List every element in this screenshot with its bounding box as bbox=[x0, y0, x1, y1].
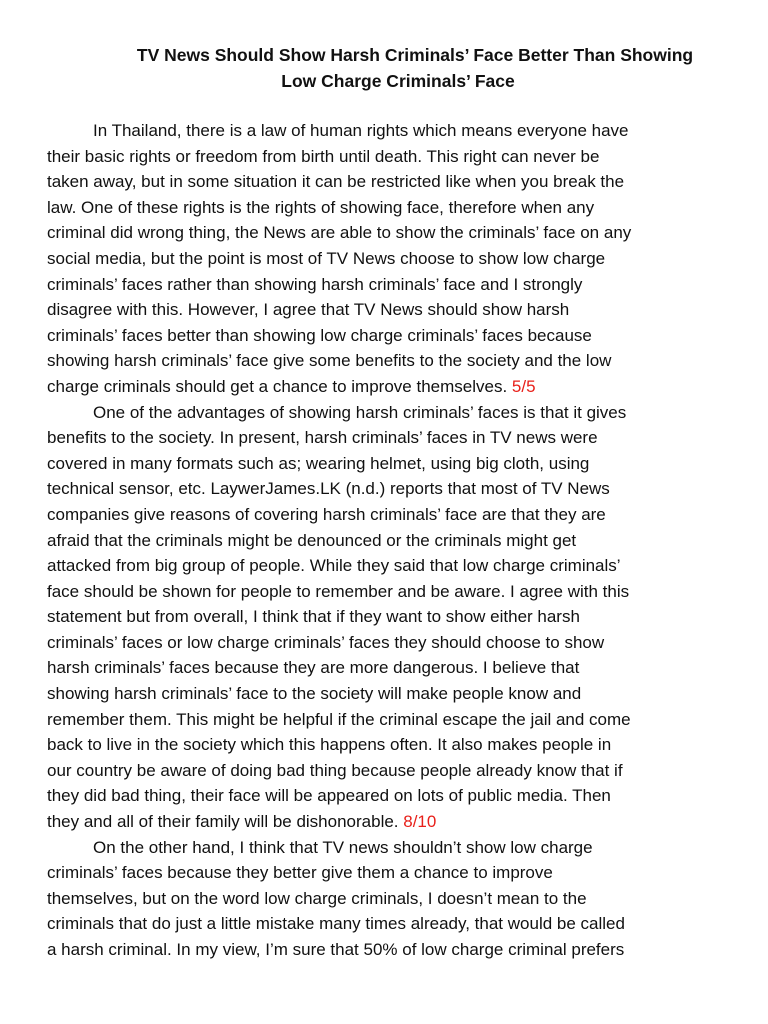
paragraph-line: criminals that do just a little mistake many times already, that would be called bbox=[47, 914, 625, 934]
paragraph-line: face should be shown for people to remember and be aware. I agree with this bbox=[47, 581, 630, 601]
paragraph-last-line-text: charge criminals should get a chance to improve themselves. bbox=[47, 376, 512, 396]
paragraph-line: social media, but the point is most of TV News choose to show low charge bbox=[47, 248, 606, 268]
paragraph-line: taken away, but in some situation it can be restricted like when you break the bbox=[47, 172, 625, 192]
paragraph-line: criminals’ faces because they better give them a chance to improve bbox=[47, 863, 553, 883]
paragraph-line: criminal did wrong thing, the News are able to show the criminals’ face on any bbox=[47, 223, 632, 243]
paragraph-1 bbox=[47, 118, 747, 400]
paragraph-line: themselves, but on the word low charge criminals, I doesn’t mean to the bbox=[47, 888, 587, 908]
paragraph-line: criminals’ faces rather than showing harsh criminals’ face and I strongly bbox=[47, 274, 583, 294]
grade-score: 8/10 bbox=[403, 812, 437, 832]
paragraph-line: their basic rights or freedom from birth until death. This right can never be bbox=[47, 146, 600, 166]
paragraph-line: covered in many formats such as; wearing helmet, using big cloth, using bbox=[47, 453, 590, 473]
title-line-2: Low Charge Criminals’ Face bbox=[281, 71, 515, 91]
paragraph-line: afraid that the criminals might be denounced or the criminals might get bbox=[47, 530, 577, 550]
paragraph-line: showing harsh criminals’ face give some benefits to the society and the low bbox=[47, 351, 612, 371]
paragraph-3 bbox=[47, 835, 747, 963]
paragraph-line: statement but from overall, I think that if they want to show either harsh bbox=[47, 607, 580, 627]
paragraph-line: remember them. This might be helpful if the criminal escape the jail and come bbox=[47, 709, 631, 729]
paragraph-line: a harsh criminal. In my view, I’m sure that 50% of low charge criminal prefers bbox=[47, 940, 625, 959]
paragraph-line: showing harsh criminals’ face to the society will make people know and bbox=[47, 684, 582, 704]
paragraph-line: In Thailand, there is a law of human rights which means everyone have bbox=[93, 121, 629, 140]
paragraph-line: back to live in the society which this happens often. It also makes people in bbox=[47, 735, 612, 755]
grade-score: 5/5 bbox=[511, 376, 536, 396]
paragraph-line: companies give reasons of covering harsh criminals’ face are that they are bbox=[47, 504, 606, 524]
paragraph-line: attacked from big group of people. While they said that low charge criminals’ bbox=[47, 556, 621, 576]
paragraph-line: One of the advantages of showing harsh criminals’ faces is that it gives bbox=[93, 402, 627, 422]
paragraph-line: technical sensor, etc. LaywerJames.LK (n.d.) reports that most of TV News bbox=[47, 479, 610, 499]
paragraph-line: our country be aware of doing bad thing because people already know that if bbox=[47, 760, 623, 780]
paragraph-line: law. One of these rights is the rights of showing face, therefore when any bbox=[47, 197, 595, 217]
paragraph-line: disagree with this. However, I agree that TV News should show harsh bbox=[47, 300, 570, 320]
paragraph-line: On the other hand, I think that TV news shouldn’t show low charge bbox=[93, 837, 593, 857]
document-title bbox=[40, 42, 756, 94]
document-body bbox=[47, 118, 747, 963]
paragraph-line bbox=[47, 809, 747, 835]
paragraph-line: harsh criminals’ faces because they are more dangerous. I believe that bbox=[47, 658, 580, 678]
paragraph-last-line-text: they and all of their family will be dishonorable. bbox=[47, 812, 404, 832]
paragraph-2 bbox=[47, 400, 747, 835]
paragraph-line: benefits to the society. In present, harsh criminals’ faces in TV news were bbox=[47, 428, 598, 448]
paragraph-line bbox=[47, 374, 747, 400]
paragraph-line: criminals’ faces or low charge criminals’ faces they should choose to show bbox=[47, 632, 605, 652]
paragraph-line: they did bad thing, their face will be appeared on lots of public media. Then bbox=[47, 786, 611, 806]
title-line-1: TV News Should Show Harsh Criminals’ Face Better Than Showing bbox=[136, 45, 694, 65]
paragraph-line: criminals’ faces better than showing low charge criminals’ faces because bbox=[47, 325, 592, 345]
